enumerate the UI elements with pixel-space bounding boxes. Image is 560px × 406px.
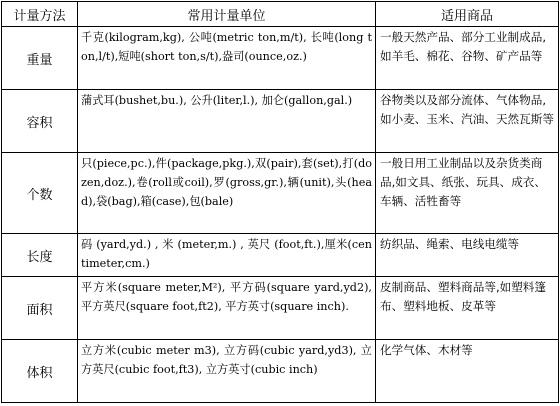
method-cell: 重量: [2, 27, 78, 90]
goods-cell: 一般日用工业制品以及杂货类商品,如文具、纸张、玩具、成衣、车辆、活牲畜等: [376, 153, 559, 234]
goods-cell: 谷物类以及部分流体、气体物品,如小麦、玉米、汽油、天然瓦斯等: [376, 90, 559, 153]
method-cell: 个数: [2, 153, 78, 234]
table-row: [2, 153, 559, 234]
table-row: [2, 340, 559, 403]
method-cell: 容积: [2, 90, 78, 153]
units-cell: 只(piece,pc.),件(package,pkg.),双(pair),套(set),打(dozen,doz.),卷(roll或coil),罗(gross,gr.),辆(unit),头(head),袋(bag),箱(case),包(bale): [78, 153, 376, 234]
goods-cell: 皮制商品、塑料商品等,如塑料篷布、塑料地板、皮革等: [376, 277, 559, 340]
units-cell: 蒲式耳(bushet,bu.), 公升(liter,l.), 加仑(gallon,gal.): [78, 90, 376, 153]
header-units: 常用计量单位: [78, 2, 376, 27]
table-row: [2, 27, 559, 90]
units-cell: 平方米(square meter,M²), 平方码(square yard,yd2), 平方英尺(square foot,ft2), 平方英寸(square inch).: [78, 277, 376, 340]
goods-cell: 一般天然产品、部分工业制成品,如羊毛、棉花、谷物、矿产品等: [376, 27, 559, 90]
table-row: [2, 90, 559, 153]
header-row: [2, 2, 559, 27]
method-cell: 面积: [2, 277, 78, 340]
goods-cell: 纺织品、绳索、电线电缆等: [376, 234, 559, 277]
units-cell: 千克(kilogram,kg), 公吨(metric ton,m/t), 长吨(long ton,l/t),短吨(short ton,s/t),盎司(ounce,oz.): [78, 27, 376, 90]
table-row: [2, 277, 559, 340]
method-cell: 长度: [2, 234, 78, 277]
table-row: [2, 234, 559, 277]
method-cell: 体积: [2, 340, 78, 403]
measurement-units-table: [1, 1, 559, 403]
goods-cell: 化学气体、木材等: [376, 340, 559, 403]
units-cell: 立方米(cubic meter m3), 立方码(cubic yard,yd3), 立方英尺(cubic foot,ft3), 立方英寸(cubic inch): [78, 340, 376, 403]
units-cell: 码 (yard,yd.) , 米 (meter,m.) , 英尺 (foot,ft.),厘米(centimeter,cm.): [78, 234, 376, 277]
header-goods: 适用商品: [376, 2, 559, 27]
header-method: 计量方法: [2, 2, 78, 27]
